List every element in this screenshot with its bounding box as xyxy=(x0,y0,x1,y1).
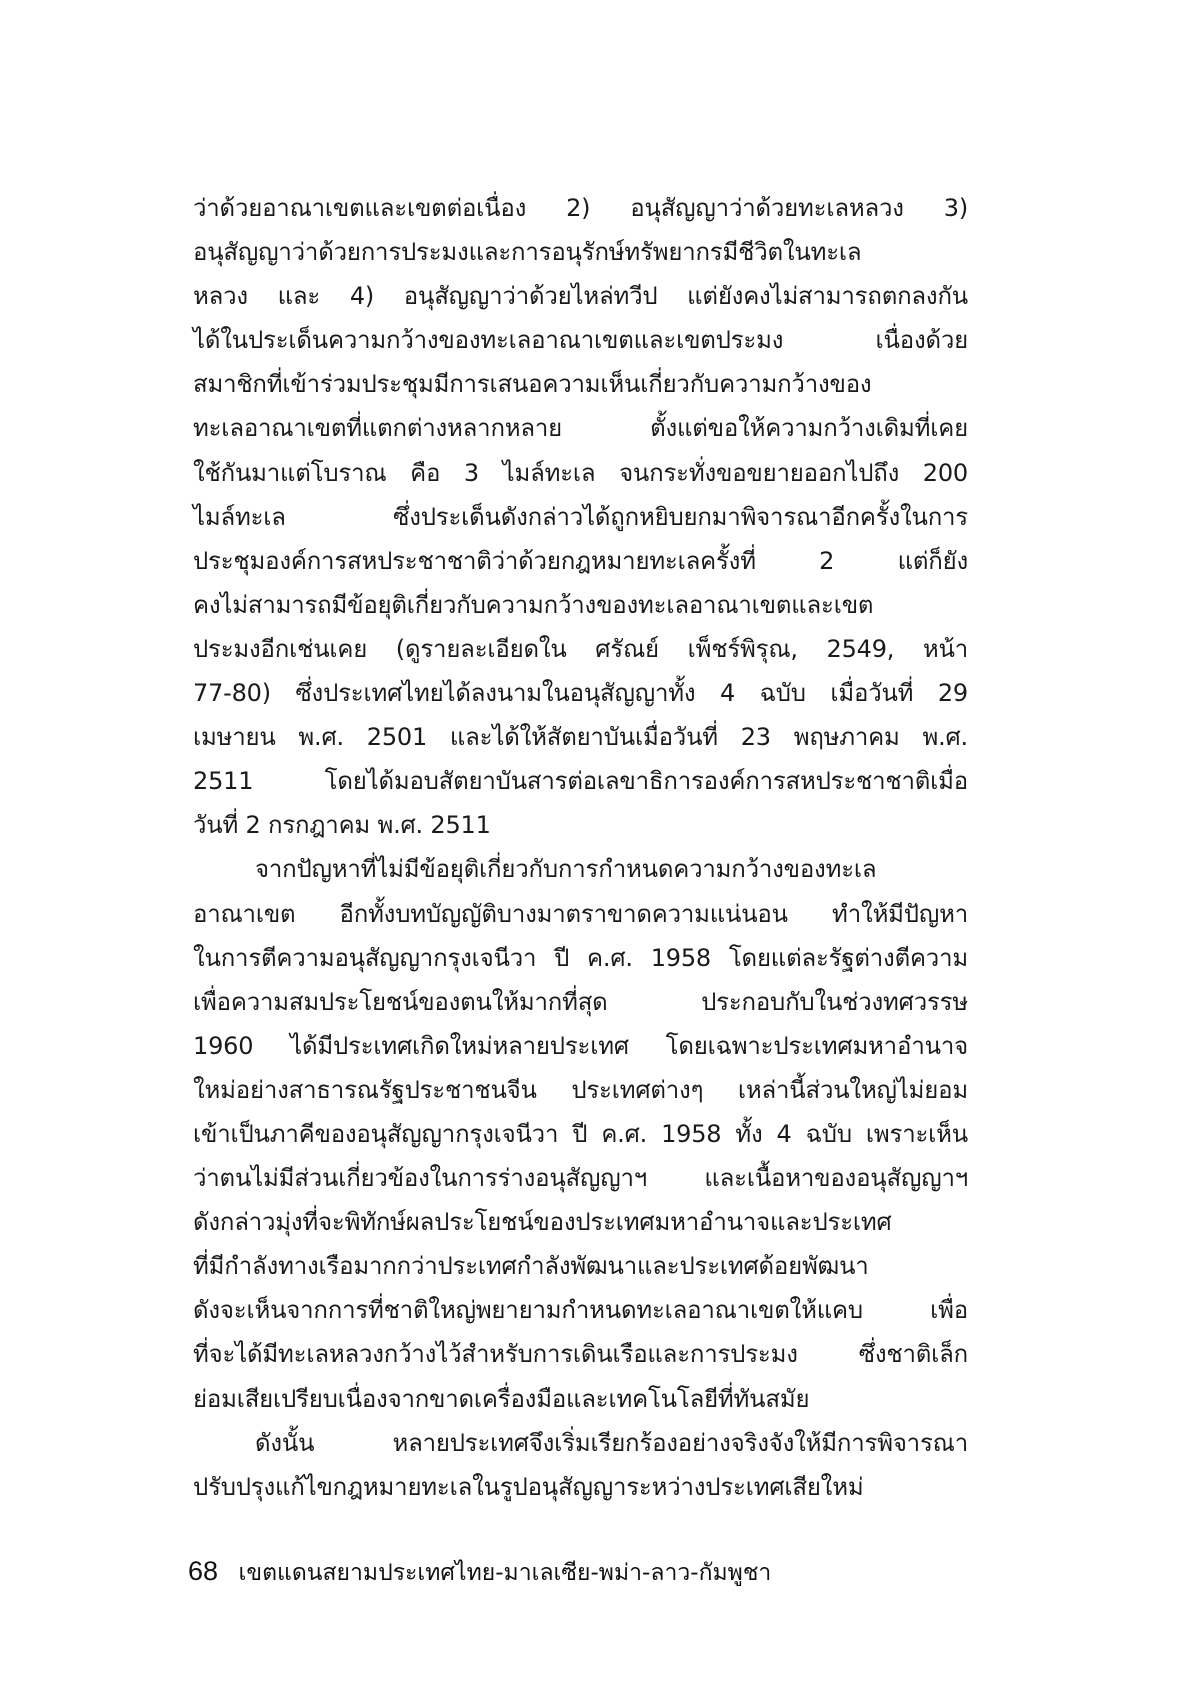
text-line: 1960 ได้มีประเทศเกิดใหม่หลายประเทศ โดยเฉพาะประเทศมหาอำนาจ xyxy=(193,1031,968,1060)
paragraph-1 xyxy=(193,186,968,847)
text-line: ไมล์ทะเล ซึ่งประเด็นดังกล่าวได้ถูกหยิบยกมาพิจารณาอีกครั้งในการ xyxy=(193,502,968,531)
text-line: ดังกล่าวมุ่งที่จะพิทักษ์ผลประโยชน์ของประเทศมหาอำนาจและประเทศ xyxy=(193,1208,892,1237)
paragraph-2 xyxy=(193,847,968,1420)
text-line: เข้าเป็นภาคีของอนุสัญญากรุงเจนีวา ปี ค.ศ. 1958 ทั้ง 4 ฉบับ เพราะเห็น xyxy=(193,1119,968,1148)
text-line: 77-80) ซึ่งประเทศไทยได้ลงนามในอนุสัญญาทั้ง 4 ฉบับ เมื่อวันที่ 29 xyxy=(193,679,968,708)
text-line: สมาชิกที่เข้าร่วมประชุมมีการเสนอความเห็นเกี่ยวกับความกว้างของ xyxy=(193,370,872,399)
text-line: ปรับปรุงแก้ไขกฎหมายทะเลในรูปอนุสัญญาระหว่างประเทศเสียใหม่ xyxy=(193,1472,864,1501)
text-line: ว่าด้วยอาณาเขตและเขตต่อเนื่อง 2) อนุสัญญาว่าด้วยทะเลหลวง 3) xyxy=(193,194,968,222)
text-line: ประชุมองค์การสหประชาชาติว่าด้วยกฎหมายทะเลครั้งที่ 2 แต่ก็ยัง xyxy=(193,546,968,575)
text-line: คงไม่สามารถมีข้อยุติเกี่ยวกับความกว้างของทะเลอาณาเขตและเขต xyxy=(193,590,874,619)
text-line: หลวง และ 4) อนุสัญญาว่าด้วยไหล่ทวีป แต่ยังคงไม่สามารถตกลงกัน xyxy=(193,282,968,311)
text-line: ที่มีกำลังทางเรือมากกว่าประเทศกำลังพัฒนาและประเทศด้อยพัฒนา xyxy=(193,1252,869,1281)
text-line: ดังนั้น หลายประเทศจึงเริ่มเรียกร้องอย่างจริงจังให้มีการพิจารณา xyxy=(255,1428,968,1457)
text-line: ทะเลอาณาเขตที่แตกต่างหลากหลาย ตั้งแต่ขอให้ความกว้างเดิมที่เคย xyxy=(193,414,968,443)
text-line: เพื่อความสมประโยชน์ของตนให้มากที่สุด ประกอบกับในช่วงทศวรรษ xyxy=(193,987,968,1016)
text-line: เมษายน พ.ศ. 2501 และได้ให้สัตยาบันเมื่อวันที่ 23 พฤษภาคม พ.ศ. xyxy=(193,723,968,752)
text-line: ใหม่อย่างสาธารณรัฐประชาชนจีน ประเทศต่างๆ เหล่านี้ส่วนใหญ่ไม่ยอม xyxy=(193,1075,968,1104)
text-line: ประมงอีกเช่นเคย (ดูรายละเอียดใน ศรัณย์ เพ็ชร์พิรุณ, 2549, หน้า xyxy=(193,634,968,663)
text-line: ใช้กันมาแต่โบราณ คือ 3 ไมล์ทะเล จนกระทั่งขอขยายออกไปถึง 200 xyxy=(193,458,968,487)
body-text xyxy=(193,186,968,1509)
text-line: ในการตีความอนุสัญญากรุงเจนีวา ปี ค.ศ. 1958 โดยแต่ละรัฐต่างตีความ xyxy=(193,943,968,972)
text-line: จากปัญหาที่ไม่มีข้อยุติเกี่ยวกับการกำหนดความกว้างของทะเล xyxy=(255,855,877,884)
text-line: ย่อมเสียเปรียบเนื่องจากขาดเครื่องมือและเทคโนโลยีที่ทันสมัย xyxy=(193,1384,810,1413)
page-number: 68 xyxy=(188,1556,219,1586)
text-line: ดังจะเห็นจากการที่ชาติใหญ่พยายามกำหนดทะเลอาณาเขตให้แคบ เพื่อ xyxy=(193,1296,968,1325)
page-footer xyxy=(188,1553,771,1589)
running-title: เขตแดนสยามประเทศไทย-มาเลเซีย-พม่า-ลาว-กัมพูชา xyxy=(238,1560,772,1586)
text-line: 2511 โดยได้มอบสัตยาบันสารต่อเลขาธิการองค์การสหประชาชาติเมื่อ xyxy=(193,767,968,796)
text-line: ที่จะได้มีทะเลหลวงกว้างไว้สำหรับการเดินเรือและการประมง ซึ่งชาติเล็ก xyxy=(193,1340,968,1369)
paragraph-3 xyxy=(193,1421,968,1509)
text-line: อนุสัญญาว่าด้วยการประมงและการอนุรักษ์ทรัพยากรมีชีวิตในทะเล xyxy=(193,238,862,267)
text-line: ได้ในประเด็นความกว้างของทะเลอาณาเขตและเขตประมง เนื่องด้วย xyxy=(193,326,968,355)
text-line: ว่าตนไม่มีส่วนเกี่ยวข้องในการร่างอนุสัญญาฯ และเนื้อหาของอนุสัญญาฯ xyxy=(193,1164,968,1193)
text-line: อาณาเขต อีกทั้งบทบัญญัติบางมาตราขาดความแน่นอน ทำให้มีปัญหา xyxy=(193,899,968,928)
text-line: วันที่ 2 กรกฎาคม พ.ศ. 2511 xyxy=(193,811,491,840)
